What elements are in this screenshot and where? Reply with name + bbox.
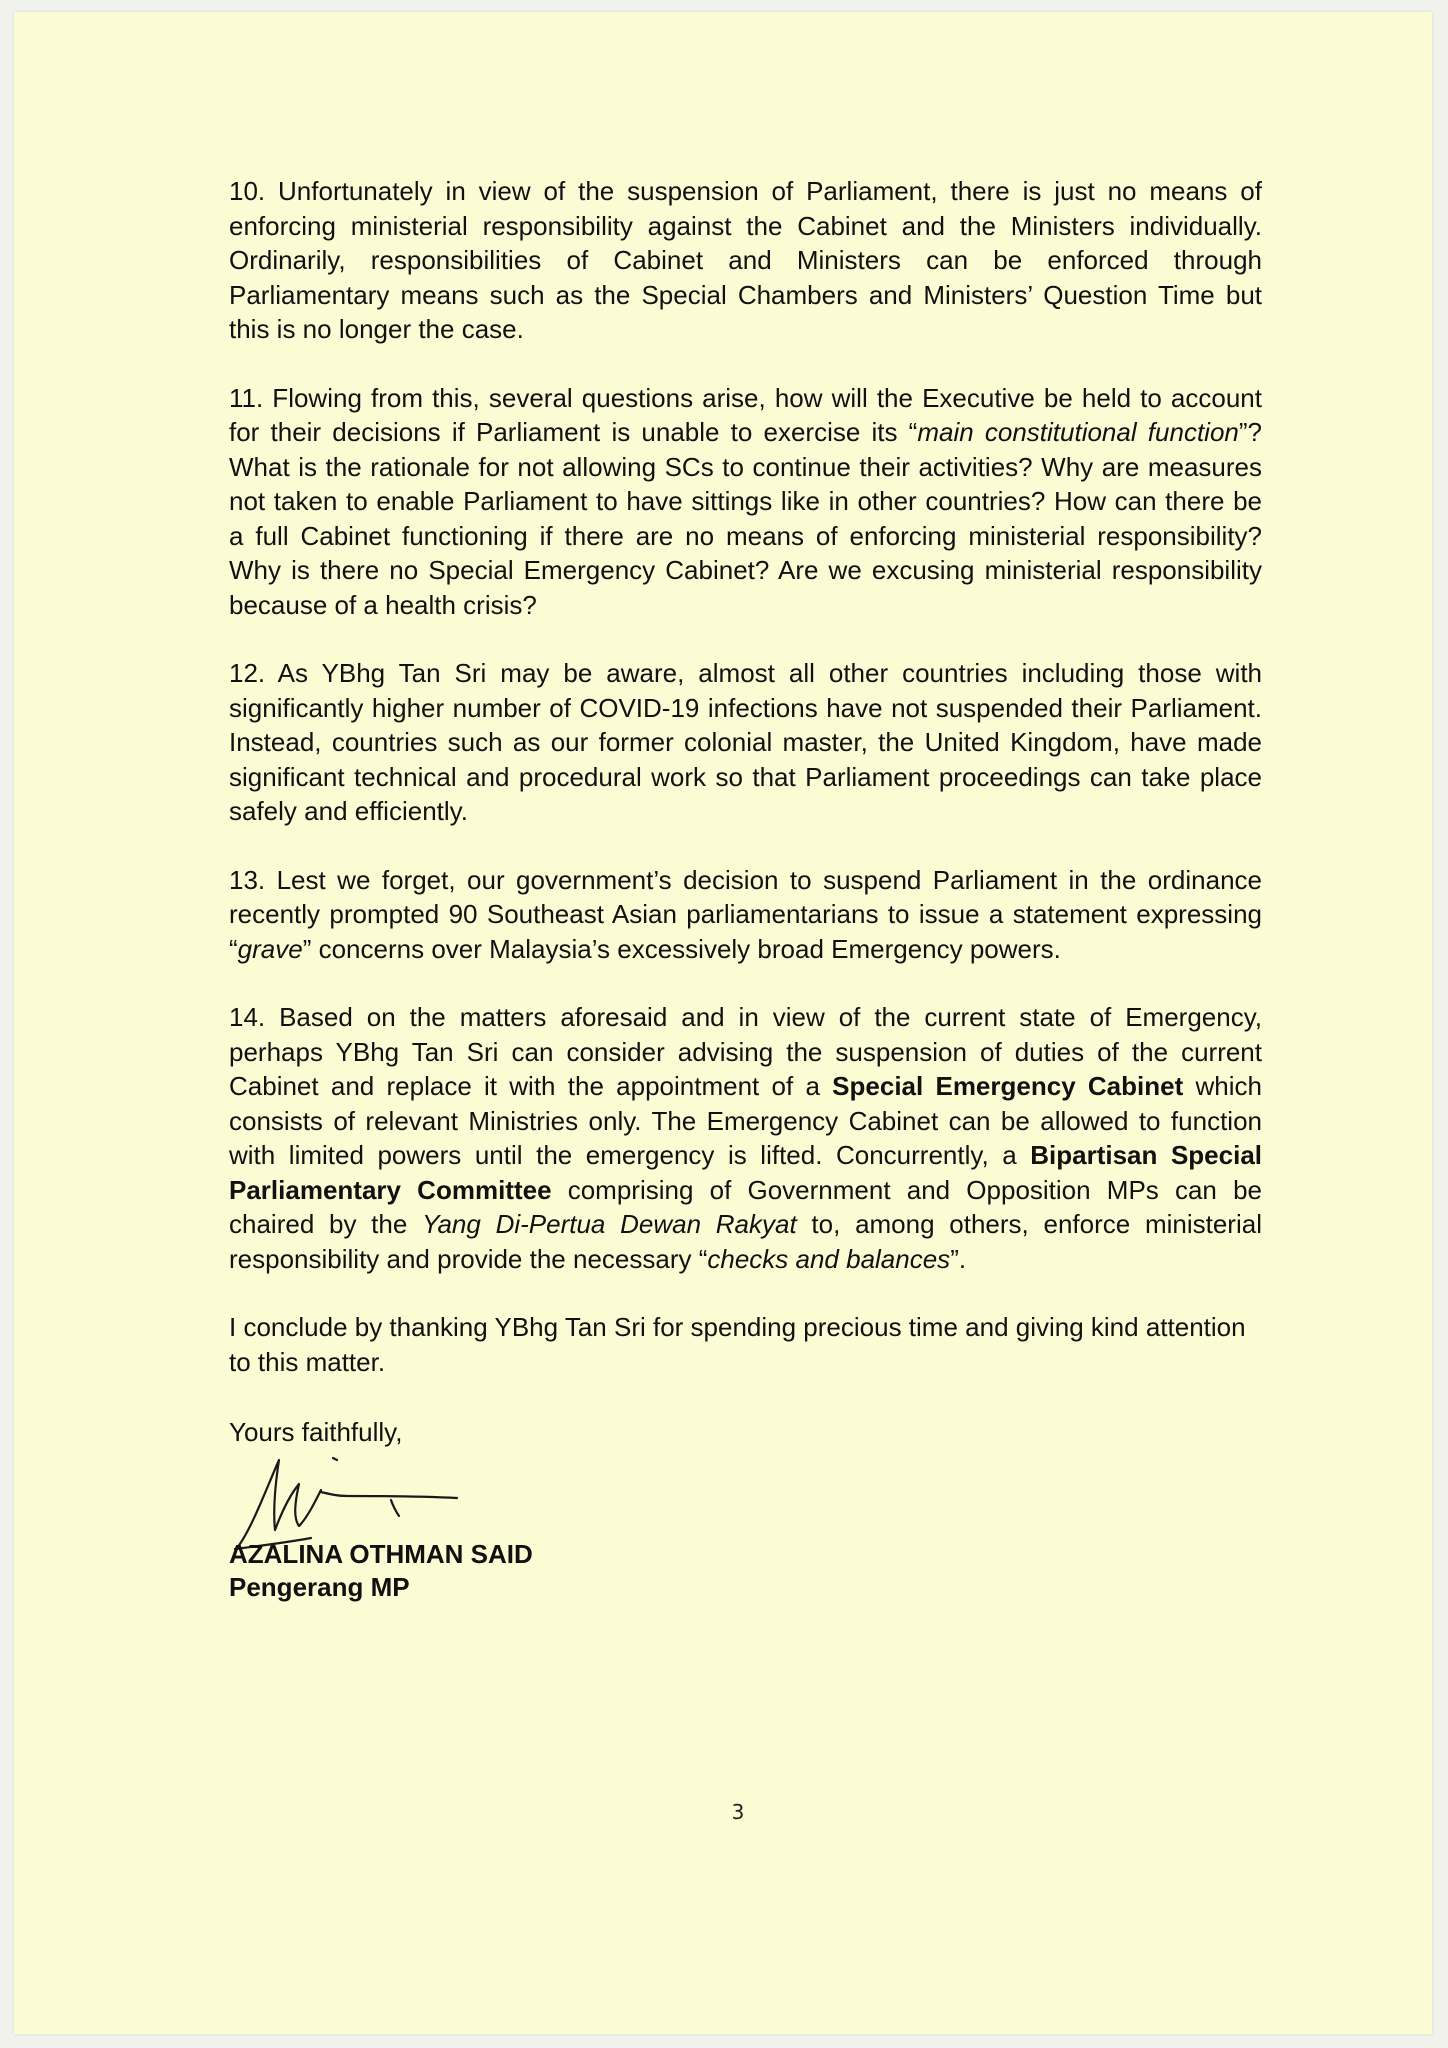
signature-scribble xyxy=(229,1452,649,1552)
salutation: Yours faithfully, xyxy=(229,1417,403,1447)
paragraph-12 xyxy=(229,656,1262,829)
paragraph-14 xyxy=(229,1000,1262,1276)
paragraph-text: 10. Unfortunately in view of the suspension of Parliament, there is just no means of enforcing ministerial responsibility against the Cabinet and the Ministers individually. Ordinarily, responsibilities of Cabinet and Ministers can be enforced through Parliamentary means such as the Special Chambers and Ministers’ Question Time but this is no longer the case. xyxy=(229,176,1262,344)
closing-paragraph: I conclude by thanking YBhg Tan Sri for spending precious time and giving kind attention to this matter. xyxy=(229,1312,1246,1377)
italic-text: Yang Di-Pertua Dewan Rakyat xyxy=(422,1209,797,1239)
handwritten-signature xyxy=(229,1452,649,1552)
paragraph-11 xyxy=(229,381,1262,623)
paragraph-text: ”. xyxy=(950,1243,967,1274)
page-number: 3 xyxy=(731,1800,745,1824)
paragraph-10 xyxy=(229,174,1262,347)
italic-text: main constitutional function xyxy=(917,417,1239,447)
paragraph-text: ” concerns over Malaysia’s excessively broad Emergency powers. xyxy=(302,933,1061,964)
paragraph-text: to, among others, enforce ministerial responsibility and provide the necessary “ xyxy=(229,1209,1262,1274)
bold-text: Bipartisan Special Parliamentary Committee xyxy=(229,1140,1262,1205)
letter-body xyxy=(229,174,1262,1604)
letter-page xyxy=(14,12,1432,2034)
paragraph-text: 13. Lest we forget, our government’s decision to suspend Parliament in the ordinance recently prompted 90 Southeast Asian parliamentarians to issue a statement expressing “ xyxy=(229,864,1262,964)
paragraph-text: comprising of Government and Opposition MPs can be chaired by the xyxy=(229,1174,1263,1239)
bold-text: Special Emergency Cabinet xyxy=(832,1071,1184,1101)
paragraph-13 xyxy=(229,863,1262,967)
italic-text: checks and balances xyxy=(707,1243,951,1274)
signer-block xyxy=(229,1538,1262,1604)
paragraph-text: ”? What is the rationale for not allowing SCs to continue their activities? Why are measures not taken to enable Parliament to have sittings like in other countries? How can there be a full Cabinet functioning if there are no means of enforcing ministerial responsibility? Why is there no Special Emergency Cabinet? Are we excusing ministerial responsibility because of a health crisis? xyxy=(229,417,1262,620)
paragraph-text: 14. Based on the matters aforesaid and in view of the current state of Emergency, perhaps YBhg Tan Sri can consider advising the suspension of duties of the current Cabinet and replace it with the appointment of a xyxy=(229,1002,1262,1101)
paragraph-text: 12. As YBhg Tan Sri may be aware, almost all other countries including those with significantly higher number of COVID-19 infections have not suspended their Parliament. Instead, countries such as our former colonial master, the United Kingdom, have made significant technical and procedural work so that Parliament proceedings can take place safely and efficiently. xyxy=(229,658,1262,826)
paragraph-text: 11. Flowing from this, several questions arise, how will the Executive be held to account for their decisions if Parliament is unable to exercise its “ xyxy=(229,382,1262,447)
signer-name: AZALINA OTHMAN SAID xyxy=(229,1538,533,1569)
signer-title: Pengerang MP xyxy=(229,1571,410,1602)
paragraph-text: which consists of relevant Ministries only. The Emergency Cabinet can be allowed to function with limited powers until the emergency is lifted. Concurrently, a xyxy=(229,1071,1262,1170)
italic-text: grave xyxy=(237,933,303,964)
